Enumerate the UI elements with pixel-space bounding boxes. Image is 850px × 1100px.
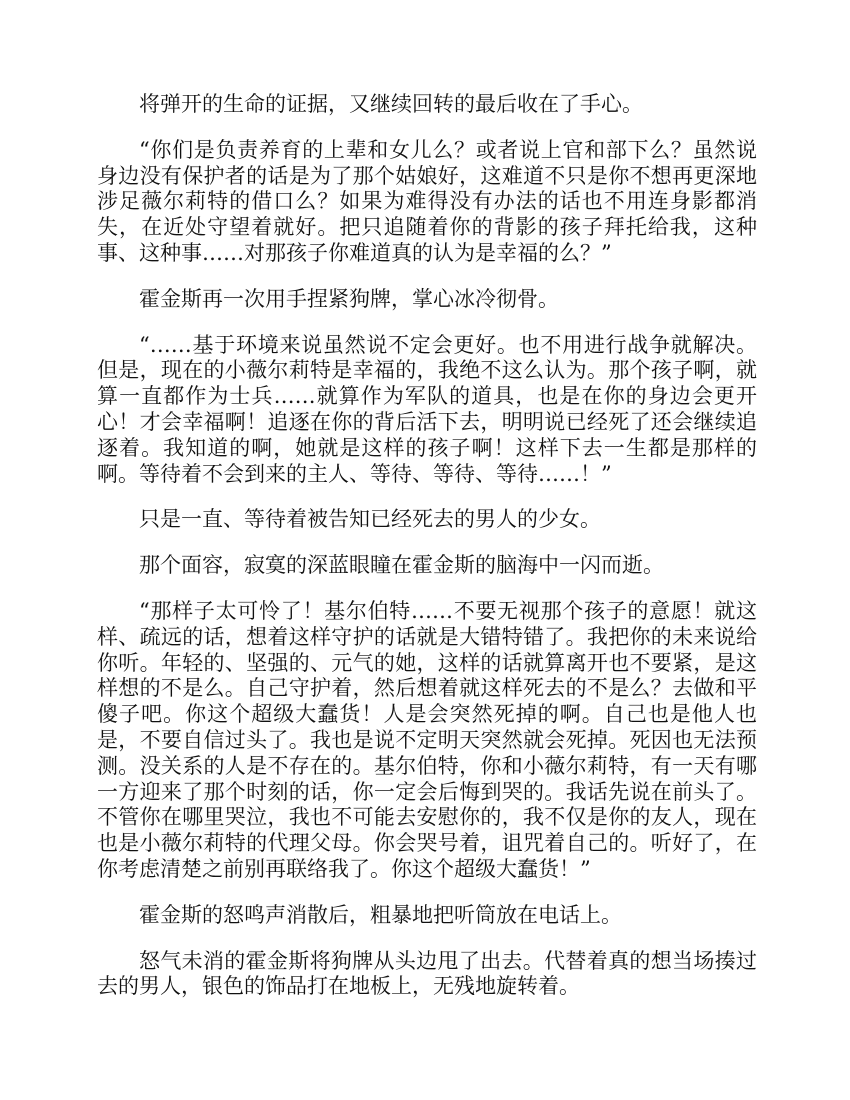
paragraph-3: 霍金斯再一次用手捏紧狗牌，掌心冰冷彻骨。 xyxy=(139,286,559,311)
paragraph-2: “你们是负责养育的上辈和女儿么？或者说上官和部下么？虽然说身边没有保护者的话是为了那个姑娘好，这难道不只是你不想再更深地涉足薇尔莉特的借口么？如果为难得没有办法的话也不用连身影都消失，在近处守望着就好。把只追随着你的背影的孩子拜托给我，这种事、这种事……对那孩子你难道真的认为是幸福的么？” xyxy=(97,137,757,265)
paragraph-5: 只是一直、等待着被告知已经死去的男人的少女。 xyxy=(139,507,601,532)
paragraph-6: 那个面容，寂寞的深蓝眼瞳在霍金斯的脑海中一闪而逝。 xyxy=(139,553,664,578)
paragraph-9: 怒气未消的霍金斯将狗牌从头边甩了出去。代替着真的想当场揍过去的男人，银色的饰品打在地板上，无残地旋转着。 xyxy=(97,948,757,999)
paragraph-4: “……基于环境来说虽然说不定会更好。也不用进行战争就解决。但是，现在的小薇尔莉特是幸福的，我绝不这么认为。那个孩子啊，就算一直都作为士兵……就算作为军队的道具，也是在你的身边会更开心！才会幸福啊！追逐在你的背后活下去，明明说已经死了还会继续追逐着。我知道的啊，她就是这样的孩子啊！这样下去一生都是那样的啊。等待着不会到来的主人、等待、等待、等待……！” xyxy=(97,332,757,486)
paragraph-1: 将弹开的生命的证据，又继续回转的最后收在了手心。 xyxy=(139,92,643,116)
paragraph-8: 霍金斯的怒鸣声消散后，粗暴地把听筒放在电话上。 xyxy=(139,902,622,927)
document-page xyxy=(97,92,757,1020)
paragraph-7: “那样子太可怜了！基尔伯特……不要无视那个孩子的意愿！就这样、疏远的话，想着这样守护的话就是大错特错了。我把你的未来说给你听。年轻的、坚强的、元气的她，这样的话就算离开也不要紧，是这样想的不是么。自己守护着，然后想着就这样死去的不是么？去做和平傻子吧。你这个超级大蠢货！人是会突然死掉的啊。自己也是他人也是，不要自信过头了。我也是说不定明天突然就会死掉。死因也无法预测。没关系的人是不存在的。基尔伯特，你和小薇尔莉特，有一天有哪一方迎来了那个时刻的话，你一定会后悔到哭的。我话先说在前头了。不管你在哪里哭泣，我也不可能去安慰你的，我不仅是你的友人，现在也是小薇尔莉特的代理父母。你会哭号着，诅咒着自己的。听好了，在你考虑清楚之前别再联络我了。你这个超级大蠢货！” xyxy=(97,598,757,881)
